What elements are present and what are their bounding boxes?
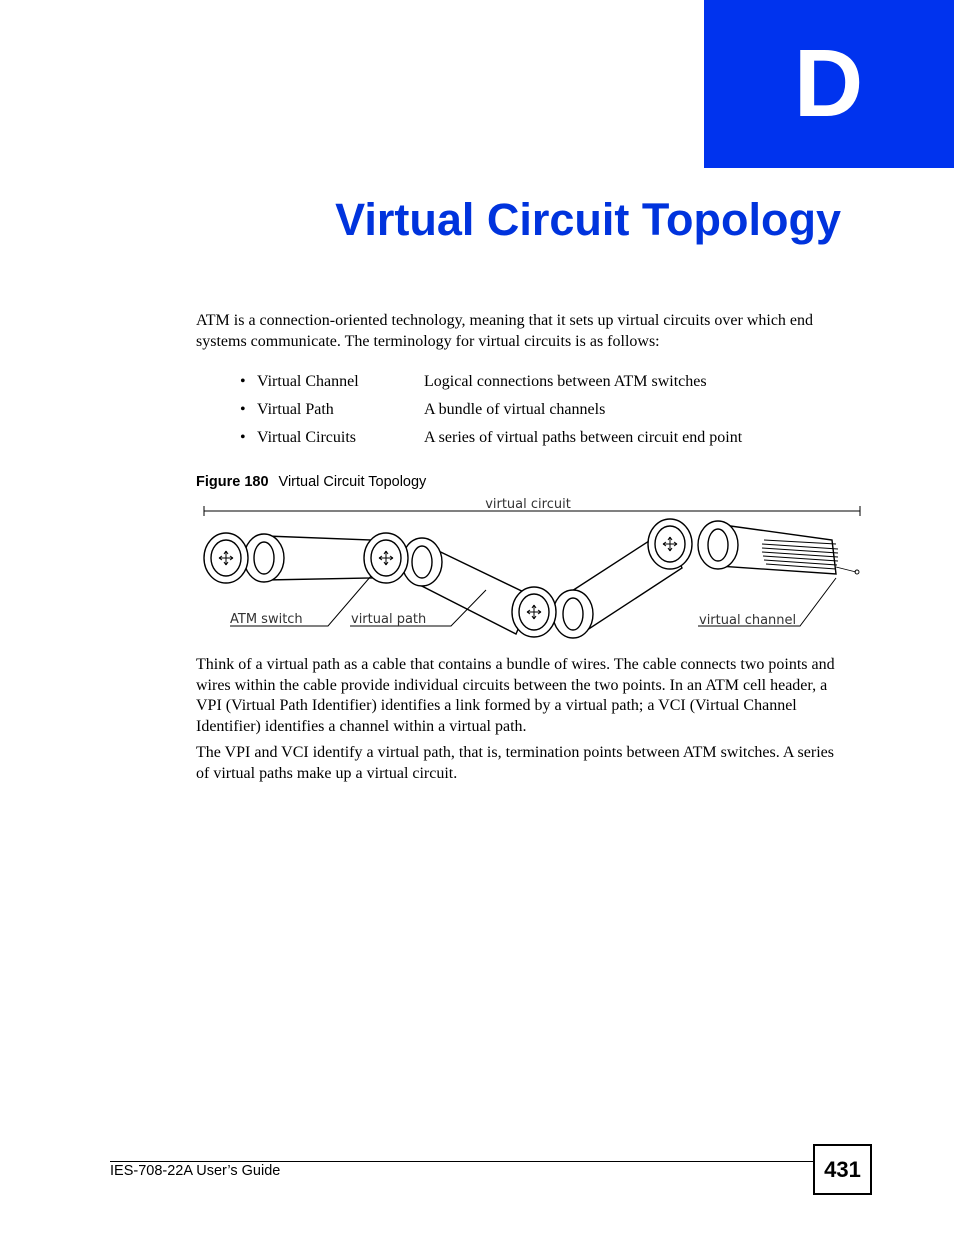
body-paragraph: Think of a virtual path as a cable that contains a bundle of wires. The cable connects two points and wires within the cable provide individual circuits between the two points. In an ATM cell header, a VPI (Virtual Path Identifier) identifies a link formed by a virtual path; a VCI (Virtual Channel Identifier) identifies a channel within a virtual path. [196, 656, 835, 735]
chapter-title: Virtual Circuit Topology [335, 194, 841, 245]
bullet: • [240, 373, 246, 390]
term-definition: Logical connections between ATM switches [424, 373, 707, 390]
term-name: Virtual Circuits [257, 429, 357, 446]
page-number: 431 [813, 1144, 872, 1195]
atm-switch-icon [364, 533, 408, 583]
atm-switch-icon [648, 519, 692, 569]
bullet: • [240, 401, 246, 418]
diagram-svg [196, 494, 866, 644]
virtual-circuit-diagram [196, 494, 866, 644]
term-name: Virtual Channel [257, 373, 359, 390]
virtual-path-tube [244, 534, 372, 582]
atm-switch-icon [512, 587, 556, 637]
term-name: Virtual Path [257, 401, 334, 418]
bullet: • [240, 429, 246, 446]
intro-paragraph: ATM is a connection-oriented technology, meaning that it sets up virtual circuits over which end systems communicate. The terminology for virtual circuits is as follows: [196, 312, 814, 350]
term-definition: A series of virtual paths between circuit end point [424, 429, 743, 446]
label-atm-switch: ATM switch [230, 612, 303, 627]
label-virtual-path: virtual path [351, 612, 427, 627]
label-virtual-channel: virtual channel [699, 613, 797, 628]
label-virtual-circuit: virtual circuit [485, 497, 571, 512]
body-paragraph: The VPI and VCI identify a virtual path, that is, termination points between ATM switches. A series of virtual paths make up a virtual circuit. [196, 744, 834, 782]
figure-caption [196, 472, 426, 492]
footer-guide-title: IES-708-22A User’s Guide [110, 1163, 281, 1179]
atm-switch-icon [204, 533, 248, 583]
figure-caption-text: Virtual Circuit Topology [278, 474, 427, 490]
chapter-letter-tab: D [704, 0, 954, 168]
term-definition: A bundle of virtual channels [424, 401, 606, 418]
figure-number: Figure 180 [196, 474, 269, 490]
